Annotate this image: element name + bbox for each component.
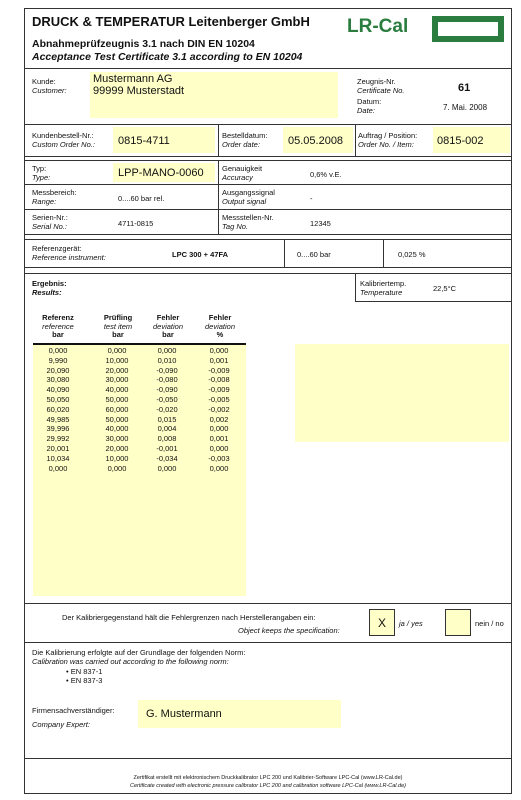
table-cell: 9,990	[48, 355, 68, 365]
certificate-title-en: Acceptance Test Certificate 3.1 according to EN 10204	[32, 51, 303, 63]
order-no: 0815-4711	[118, 135, 170, 147]
col-header-reference: Referenz reference bar	[42, 313, 74, 339]
table-cell: 30,000	[105, 434, 129, 444]
table-cell: -0,003	[208, 453, 230, 463]
table-cell: 30,000	[105, 375, 129, 385]
footer-line-de: Zertifikat erstellt mit elektronischem Druckkalibrator LPC 200 und Kalibrier-Software LPC-Cal (www.LR-Cal.de)	[133, 775, 403, 781]
range-label: Messbereich: Range:	[32, 188, 77, 206]
table-cell: 20,000	[105, 444, 129, 453]
conformity-no-label: nein / no	[475, 619, 504, 628]
table-cell: 29,992	[46, 434, 70, 444]
conformity-yes-checkbox[interactable]: X	[369, 609, 395, 636]
output-label: Ausgangssignal Output signal	[222, 188, 275, 206]
table-cell: 40,000	[105, 385, 129, 395]
table-cell: -0,020	[156, 404, 178, 414]
reference-accuracy: 0,025 %	[398, 250, 426, 259]
certificate-no-label: Zeugnis-Nr. Certificate No.	[357, 77, 405, 95]
table-cell: -0,008	[208, 375, 230, 385]
table-cell: 50,000	[105, 414, 129, 424]
expert-label: Firmensachverständiger: Company Expert:	[32, 706, 115, 729]
table-cell: 50,000	[105, 395, 129, 404]
table-cell: -0,034	[156, 453, 178, 463]
col-header-deviation-pct: Fehler deviation %	[204, 313, 236, 339]
certificate-date: 7. Mai. 2008	[443, 103, 488, 112]
conformity-no-checkbox[interactable]	[445, 609, 471, 636]
col-header-deviation-bar: Fehler deviation bar	[152, 313, 184, 339]
col-header-test-item: Prüfling test item bar	[103, 313, 133, 339]
table-cell: 40,000	[105, 424, 129, 434]
certificate-no: 61	[458, 82, 471, 94]
tag-label: Messstellen-Nr. Tag No.	[222, 213, 274, 231]
device-tag: 12345	[310, 219, 331, 228]
table-cell: 50,050	[46, 395, 70, 404]
date-label: Datum: Date:	[357, 97, 382, 115]
temperature-label: Kalibriertemp. Temperature	[360, 279, 407, 297]
table-cell: 0,000	[48, 346, 68, 355]
table-cell: -0,005	[208, 395, 230, 404]
table-cell: 0,002	[209, 414, 229, 424]
table-cell: 10,000	[105, 453, 129, 463]
table-cell: -0,002	[208, 404, 230, 414]
results-label: Ergebnis: Results:	[32, 279, 67, 297]
table-cell: -0,009	[208, 365, 230, 375]
reference-label: Referenzgerät: Reference instrument:	[32, 244, 106, 262]
table-cell: 30,080	[46, 375, 70, 385]
conformity-yes-label: ja / yes	[399, 619, 423, 628]
table-cell: 0,001	[209, 355, 229, 365]
table-cell: -0,090	[156, 365, 178, 375]
conformity-statement-de: Der Kalibriergegenstand hält die Fehlergrenzen nach Herstellerangaben ein:	[62, 613, 316, 622]
type-label: Typ: Type:	[32, 164, 51, 182]
reference-instrument: LPC 300 + 47FA	[172, 250, 229, 259]
table-cell: 0,000	[209, 463, 229, 473]
table-cell: 0,000	[209, 346, 229, 355]
table-cell: 20,001	[46, 444, 70, 453]
table-cell: 10,000	[105, 355, 129, 365]
order-no-label: Kundenbestell-Nr.: Custom Order No.:	[32, 131, 95, 149]
table-cell: 0,000	[209, 424, 229, 434]
table-cell: 0,008	[157, 434, 177, 444]
table-cell: -0,090	[156, 385, 178, 395]
lr-cal-logo: LR-Cal	[347, 16, 409, 37]
position-label: Auftrag / Position: Order No. / Item:	[358, 131, 418, 149]
order-date-label: Bestelldatum: Order date:	[222, 131, 268, 149]
norm-item-2: • EN 837-3	[66, 676, 103, 685]
table-cell: 0,000	[209, 444, 229, 453]
footer-line-en: Certificate created with electronic pressure calibrator LPC 200 and calibration software LPC-Cal (www.LR-Cal.de)	[129, 783, 407, 789]
table-cell: 0,015	[157, 414, 177, 424]
conformity-statement-en: Object keeps the specification:	[238, 626, 340, 635]
lr-logo-mark	[432, 16, 504, 42]
position-no: 0815-002	[437, 135, 484, 147]
order-date: 05.05.2008	[288, 135, 344, 147]
serial-label: Serien-Nr.: Serial No.:	[32, 213, 68, 231]
table-cell: 10,034	[46, 453, 70, 463]
table-cell: 49,985	[46, 414, 70, 424]
table-cell: 20,090	[46, 365, 70, 375]
temperature-value: 22,5°C	[433, 284, 457, 293]
device-type: LPP-MANO-0060	[118, 167, 204, 179]
table-cell: 0,000	[107, 346, 127, 355]
norm-text-de: Die Kalibrierung erfolgte auf der Grundlage der folgenden Norm:	[32, 648, 246, 657]
table-cell: 0,000	[107, 463, 127, 473]
table-cell: 40,090	[46, 385, 70, 395]
company-name: DRUCK & TEMPERATUR Leitenberger GmbH	[32, 14, 310, 29]
customer-address: 99999 Musterstadt	[93, 85, 185, 97]
expert-name: G. Mustermann	[146, 708, 222, 720]
accuracy-label: Genauigkeit Accuracy	[222, 164, 263, 182]
table-cell: 60,000	[105, 404, 129, 414]
table-cell: 0,000	[157, 463, 177, 473]
reference-range: 0....60 bar	[297, 250, 331, 259]
table-cell: 0,004	[157, 424, 177, 434]
table-cell: -0,001	[156, 444, 178, 453]
table-cell: 60,020	[46, 404, 70, 414]
device-accuracy: 0,6% v.E.	[310, 170, 342, 179]
customer-label: Kunde: Customer:	[32, 77, 67, 95]
table-cell: 0,001	[209, 434, 229, 444]
table-cell: 39,996	[46, 424, 70, 434]
norm-text-en: Calibration was carried out according to the following norm:	[32, 657, 229, 666]
table-cell: 0,000	[157, 346, 177, 355]
certificate-title-de: Abnahmeprüfzeugnis 3.1 nach DIN EN 10204	[32, 38, 255, 50]
table-cell: 20,000	[105, 365, 129, 375]
table-cell: -0,009	[208, 385, 230, 395]
device-range: 0....60 bar rel.	[118, 194, 165, 203]
table-cell: 0,010	[157, 355, 177, 365]
table-cell: 0,000	[48, 463, 68, 473]
results-chart-area	[295, 344, 509, 442]
table-cell: -0,080	[156, 375, 178, 385]
customer-name: Mustermann AG	[93, 73, 173, 85]
norm-item-1: • EN 837-1	[66, 667, 103, 676]
device-serial: 4711-0815	[118, 219, 154, 228]
table-cell: -0,050	[156, 395, 178, 404]
device-output: -	[310, 194, 313, 203]
